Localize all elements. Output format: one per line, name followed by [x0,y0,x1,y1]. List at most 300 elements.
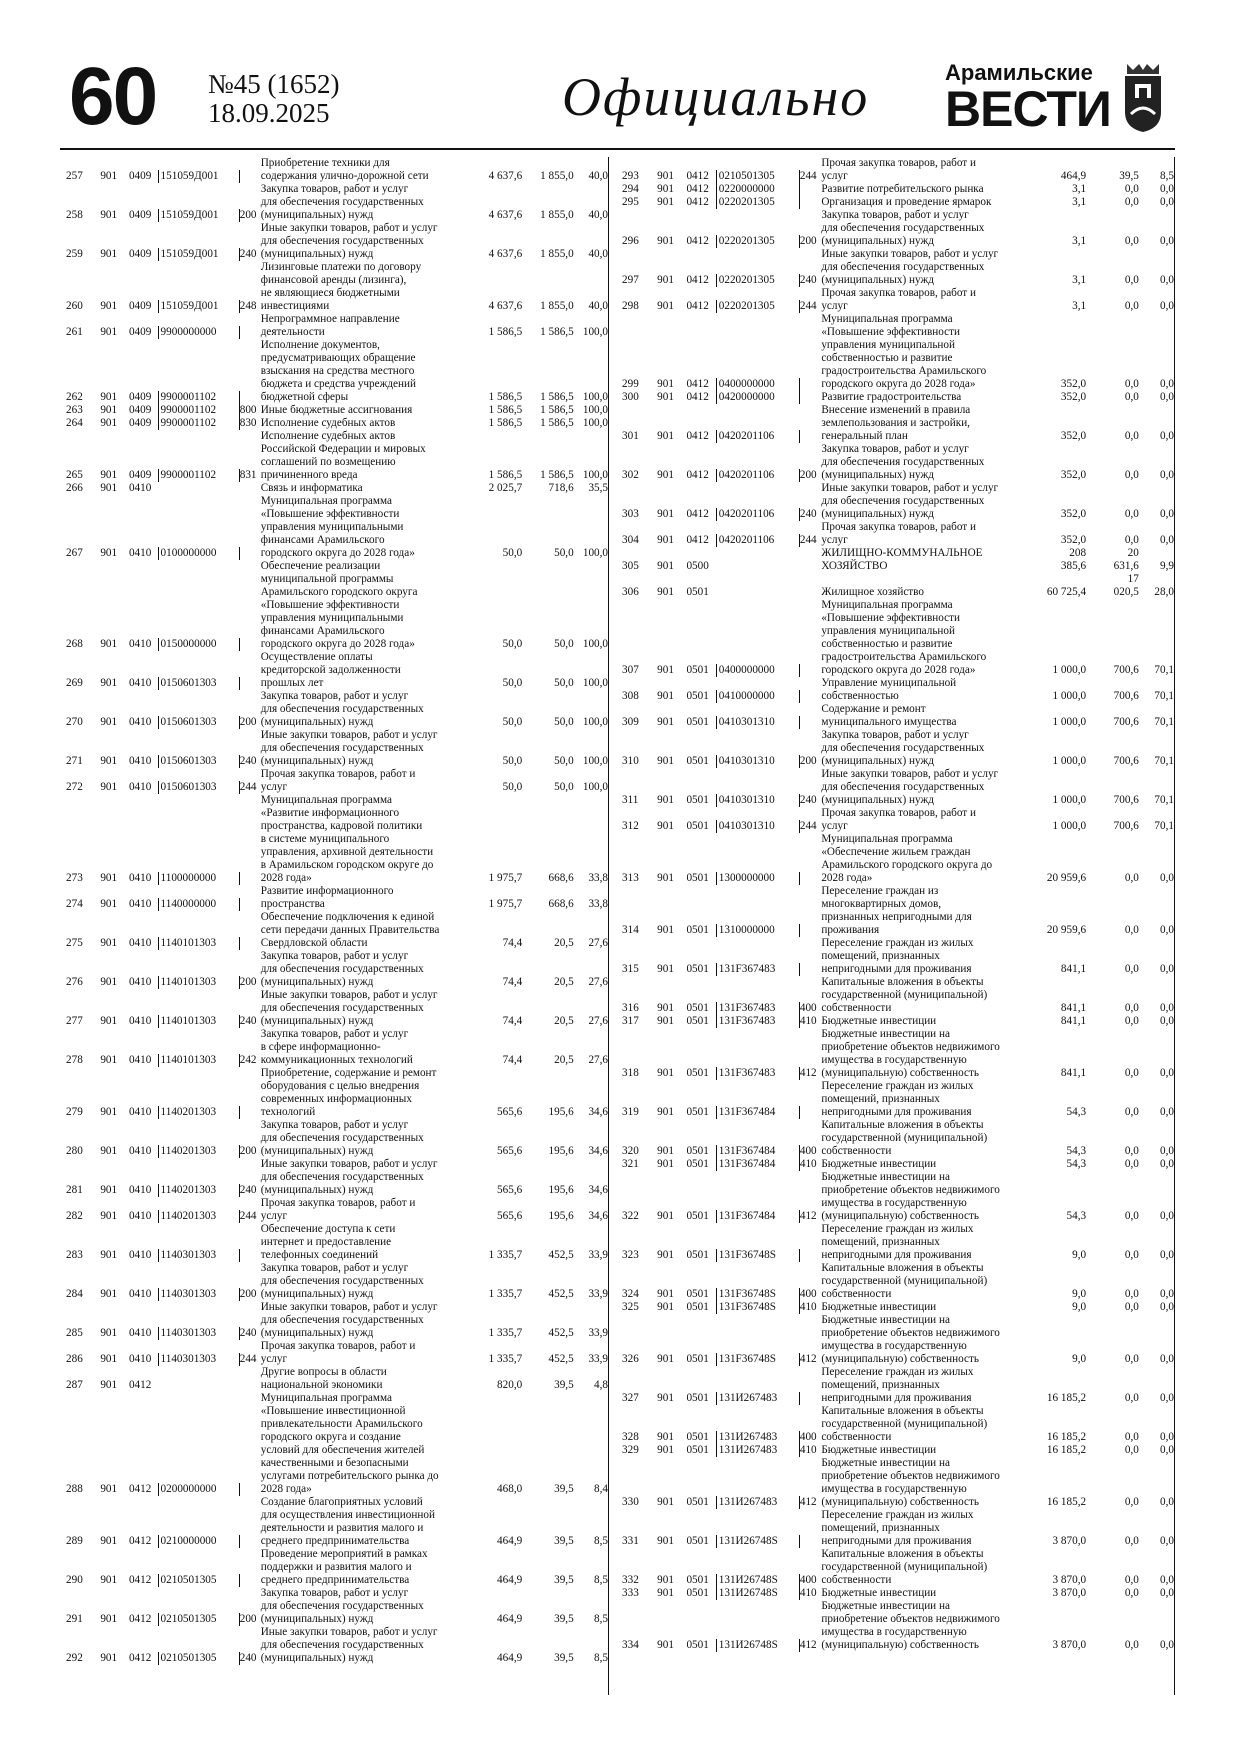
table-row [66,1626,608,1665]
page-number: 60 [69,51,157,142]
section-code: 0501 [686,586,709,598]
target-article: 9900001102 [158,469,240,482]
section-code: 0410 [128,1288,152,1300]
gr-code: 901 [657,1002,674,1014]
actual-value: 1 586,5 [540,469,574,481]
row-number: 299 [622,378,639,390]
plan-value: 9,0 [1072,1301,1087,1313]
gr-code: 901 [657,1067,674,1079]
row-number: 264 [66,417,83,429]
item-name: Иные закупки товаров, работ и услуг для обеспечения государственных (муниципальных) нужд [260,729,438,767]
item-name: Бюджетные инвестиции на приобретение объектов недвижимого имущества в государственную (муниципальную) собственность [821,1028,1000,1079]
table-row [622,729,1174,768]
table-row [622,443,1174,482]
percent-value: 0,0 [1160,1249,1174,1261]
table-row [66,339,608,404]
percent-value: 40,0 [588,170,609,182]
row-number: 307 [622,664,639,676]
plan-value: 74,4 [502,976,523,988]
expense-type: 240 [799,794,817,806]
item-name: Развитие потребительского рынка [821,183,984,195]
gr-code: 901 [657,1587,674,1599]
actual-value: 0,0 [1124,1535,1139,1547]
gr-code: 901 [657,1496,674,1508]
plan-value: 20 959,6 [1046,924,1087,936]
target-article: 1140101303 [158,937,240,950]
percent-value: 0,0 [1160,1444,1174,1456]
expense-type: 200 [239,1613,257,1625]
row-number: 310 [622,755,639,767]
plan-value: 1 975,7 [488,872,523,884]
row-number: 325 [622,1301,639,1313]
gr-code: 901 [657,391,674,403]
plan-value: 1 000,0 [1052,716,1087,728]
item-name: Переселение граждан из жилых помещений, признанных непригодными для проживания [821,937,974,975]
table-row [622,1028,1174,1080]
gr-code: 901 [657,1288,674,1300]
expense-type: 410 [799,1587,817,1599]
item-name: Переселение граждан из многоквартирных домов, признанных непригодными для проживания [821,885,972,936]
table-row [622,937,1174,976]
row-number: 318 [622,1067,639,1079]
section-code: 0410 [128,781,152,793]
row-number: 293 [622,170,639,182]
item-name: Исполнение судебных актов [260,417,396,429]
actual-value: 50,0 [554,755,574,767]
section-code: 0409 [128,326,152,338]
expense-type: 400 [799,1145,817,1157]
target-article: 1310000000 [716,924,800,937]
gr-code: 901 [657,1444,674,1456]
target-article: 0420000000 [716,391,800,404]
gr-code: 901 [657,1249,674,1261]
newspaper-logo [945,62,1175,142]
row-number: 261 [66,326,83,338]
gr-code: 901 [100,755,118,767]
expense-type: 400 [799,1288,817,1300]
section-code: 0409 [128,248,152,260]
expense-type: 240 [799,274,817,286]
section-code: 0501 [686,1301,709,1313]
gr-code: 901 [657,716,674,728]
plan-value: 1 335,7 [488,1327,523,1339]
section-code: 0501 [686,1431,709,1443]
percent-value: 9,9 [1160,560,1174,572]
section-code: 0410 [128,1106,152,1118]
target-article: 1140301303 [158,1327,240,1340]
row-number: 309 [622,716,639,728]
plan-value: 1 335,7 [488,1249,523,1261]
section-code: 0501 [686,1002,709,1014]
gr-code: 901 [100,1327,118,1339]
target-article: 131F367484 [716,1106,800,1119]
row-number: 290 [66,1574,83,1586]
expense-type: 240 [799,508,817,520]
gr-code: 901 [100,1249,118,1261]
plan-value: 464,9 [497,1613,523,1625]
target-article: 131И267483 [716,1392,800,1405]
item-name: Содержание и ремонт муниципального имущества [821,703,957,728]
plan-value: 352,0 [1060,534,1087,546]
table-row [622,833,1174,885]
target-article: 0150601303 [158,781,240,794]
row-number: 332 [622,1574,639,1586]
section-code: 0410 [128,898,152,910]
gr-code: 901 [100,1574,118,1586]
plan-value: 1 335,7 [488,1353,523,1365]
plan-value: 565,6 [497,1106,523,1118]
target-article: 1140000000 [158,898,240,911]
plan-value: 1 586,5 [488,469,523,481]
gr-code: 901 [100,300,118,312]
section-code: 0410 [128,1353,152,1365]
row-number: 294 [622,183,639,195]
plan-value: 1 000,0 [1052,690,1087,702]
gr-code: 901 [657,872,674,884]
plan-value: 841,1 [1060,963,1087,975]
percent-value: 33,8 [588,872,609,884]
target-article: 0210501305 [158,1574,240,1587]
table-row [66,651,608,690]
table-row [66,690,608,729]
percent-value: 8,5 [594,1613,609,1625]
table-row [622,1223,1174,1262]
target-article: 131F36748S [716,1249,800,1262]
percent-value: 33,9 [588,1249,609,1261]
actual-value: 1 855,0 [540,300,574,312]
row-number: 331 [622,1535,639,1547]
item-name: Капитальные вложения в объекты государственной (муниципальной) собственности [821,1405,988,1443]
section-code: 0501 [686,963,709,975]
percent-value: 100,0 [582,326,609,338]
table-row [66,1301,608,1340]
section-code: 0412 [128,1613,152,1625]
item-name: Переселение граждан из жилых помещений, признанных непригодными для проживания [821,1366,974,1404]
item-name: Прочая закупка товаров, работ и услуг [260,1340,416,1365]
row-number: 277 [66,1015,83,1027]
table-row [66,1028,608,1067]
table-row [622,482,1174,521]
percent-value: 0,0 [1160,1210,1174,1222]
table-row [622,404,1174,443]
row-number: 270 [66,716,83,728]
item-name: Проведение мероприятий в рамках поддержки и развития малого и среднего предпринимательства [260,1548,428,1586]
expense-type: 400 [799,1002,817,1014]
item-name: Развитие информационного пространства [260,885,394,910]
expense-type: 240 [239,1327,257,1339]
section-code: 0409 [128,417,152,429]
table-row [66,1366,608,1392]
table-row [66,1067,608,1119]
expense-type: 412 [799,1067,817,1079]
target-article: 131И26748S [716,1574,800,1587]
plan-value: 3,1 [1072,196,1087,208]
gr-code: 901 [100,1288,118,1300]
section-code: 0412 [128,1574,152,1586]
plan-value: 208 385,6 [1060,547,1087,572]
table-row [66,222,608,261]
plan-value: 54,3 [1066,1158,1087,1170]
actual-value: 0,0 [1124,1249,1139,1261]
section-code: 0409 [128,404,152,416]
actual-value: 39,5 [554,1483,574,1495]
expense-type: 200 [799,469,817,481]
plan-value: 16 185,2 [1046,1496,1087,1508]
gr-code: 901 [100,391,118,403]
percent-value: 27,6 [588,976,609,988]
actual-value: 39,5 [554,1652,574,1664]
table-row [622,521,1174,547]
plan-value: 50,0 [502,638,523,650]
percent-value: 0,0 [1160,872,1174,884]
percent-value: 8,4 [594,1483,609,1495]
gr-code: 901 [657,300,674,312]
percent-value: 27,6 [588,1015,609,1027]
table-row [66,911,608,950]
table-row [66,1392,608,1496]
gr-code: 901 [657,1015,674,1027]
plan-value: 1 000,0 [1052,794,1087,806]
gr-code: 901 [100,1379,118,1391]
plan-value: 50,0 [502,677,523,689]
expense-type: 410 [799,1015,817,1027]
expense-type: 240 [239,1015,257,1027]
section-code: 0410 [128,1054,152,1066]
actual-value: 195,6 [548,1106,574,1118]
section-code: 0412 [686,391,709,403]
target-article: 0150000000 [158,638,240,651]
actual-value: 700,6 [1113,716,1139,728]
actual-value: 39,5 [1119,170,1139,182]
table-row [66,157,608,183]
plan-value: 9,0 [1072,1288,1087,1300]
expense-type: 240 [239,755,257,767]
gr-code: 901 [657,378,674,390]
item-name: Жилищное хозяйство [821,586,924,598]
actual-value: 452,5 [548,1327,574,1339]
section-code: 0410 [128,1327,152,1339]
section-code: 0501 [686,872,709,884]
expense-type: 200 [799,755,817,767]
item-name: ЖИЛИЩНО-КОММУНАЛЬНОЕ ХОЗЯЙСТВО [821,547,983,572]
actual-value: 0,0 [1124,1392,1139,1404]
gr-code: 901 [657,274,674,286]
target-article: 0400000000 [716,378,800,391]
gr-code: 901 [657,1639,674,1651]
item-name: Лизинговые платежи по договору финансовой аренды (лизинга), не являющиеся бюджетными инвестициями [260,261,422,312]
plan-value: 3,1 [1072,183,1087,195]
actual-value: 0,0 [1124,1002,1139,1014]
percent-value: 33,9 [588,1327,609,1339]
row-number: 312 [622,820,639,832]
plan-value: 74,4 [502,937,523,949]
gr-code: 901 [657,469,674,481]
actual-value: 20,5 [554,937,574,949]
item-name: Иные закупки товаров, работ и услуг для обеспечения государственных (муниципальных) нужд [260,1301,438,1339]
gr-code: 901 [100,482,118,494]
section-code: 0412 [686,469,709,481]
percent-value: 34,6 [588,1184,609,1196]
expense-type: 200 [799,235,817,247]
table-row [622,248,1174,287]
target-article: 1140101303 [158,976,240,989]
row-number: 298 [622,300,639,312]
percent-value: 0,0 [1160,1431,1174,1443]
percent-value: 27,6 [588,1054,609,1066]
table-row [66,989,608,1028]
percent-value: 8,5 [594,1535,609,1547]
section-code: 0410 [128,1249,152,1261]
target-article: 131И26748S [716,1639,800,1652]
row-number: 324 [622,1288,639,1300]
row-number: 269 [66,677,83,689]
plan-value: 4 637,6 [488,248,523,260]
item-name: Муниципальная программа «Повышение инвестиционной привлекательности Арамильского городского округа и создание условий для обеспечения жителей качественными и безопасными услугами потребительского рынка до 2028 года» [260,1392,439,1495]
percent-value: 70,1 [1154,690,1174,702]
section-code: 0501 [686,924,709,936]
percent-value: 40,0 [588,209,609,221]
row-number: 322 [622,1210,639,1222]
gr-code: 901 [100,1483,118,1495]
table-row [622,1158,1174,1171]
actual-value: 718,6 [548,482,574,494]
section-code: 0500 [686,560,709,572]
expense-type: 200 [239,209,257,221]
percent-value: 70,1 [1154,664,1174,676]
table-row [622,157,1174,183]
row-number: 328 [622,1431,639,1443]
row-number: 333 [622,1587,639,1599]
section-code: 0410 [128,1210,152,1222]
percent-value: 33,8 [588,898,609,910]
section-code: 0501 [686,1106,709,1118]
table-row [66,1119,608,1158]
target-article: 1140301303 [158,1249,240,1262]
actual-value: 0,0 [1124,1145,1139,1157]
plan-value: 74,4 [502,1015,523,1027]
actual-value: 20 631,6 [1113,547,1139,572]
table-row [66,950,608,989]
gr-code: 901 [657,508,674,520]
item-name: Бюджетные инвестиции [821,1587,937,1599]
plan-value: 9,0 [1072,1353,1087,1365]
actual-value: 50,0 [554,677,574,689]
target-article: 0220000000 [716,183,800,196]
section-code: 0410 [128,677,152,689]
actual-value: 0,0 [1124,1574,1139,1586]
actual-value: 195,6 [548,1184,574,1196]
target-article: 0420201106 [716,469,800,482]
row-number: 327 [622,1392,639,1404]
table-row [66,768,608,794]
section-code: 0410 [128,1184,152,1196]
expense-type: 244 [239,781,257,793]
actual-value: 0,0 [1124,1301,1139,1313]
section-code: 0501 [686,1496,709,1508]
target-article: 0410301310 [716,794,800,807]
table-row [622,768,1174,807]
actual-value: 0,0 [1124,183,1139,195]
row-number: 303 [622,508,639,520]
item-name: Закупка товаров, работ и услуг для обеспечения государственных (муниципальных) нужд [260,950,424,988]
row-number: 263 [66,404,83,416]
table-row [622,677,1174,703]
item-name: Внесение изменений в правила землепользования и застройки, генеральный план [821,404,971,442]
item-name: Муниципальная программа «Повышение эффективности управления муниципальной собственностью и развитие градостроительства Арамильского городского округа до 2028 года» [821,313,987,390]
percent-value: 27,6 [588,937,609,949]
actual-value: 0,0 [1124,963,1139,975]
item-name: Муниципальная программа «Обеспечение жильем граждан Арамильского городского округа до 2028 года» [821,833,993,884]
percent-value: 8,5 [594,1652,609,1664]
table-row [622,1171,1174,1223]
gr-code: 901 [657,586,674,598]
table-row [66,313,608,339]
target-article: 0410301310 [716,716,800,729]
target-article: 131F36748S [716,1301,800,1314]
plan-value: 841,1 [1060,1015,1087,1027]
gr-code: 901 [100,638,118,650]
table-row [622,1509,1174,1548]
item-name: Муниципальная программа «Развитие информационного пространства, кадровой политики в системе муниципального управления, архивной деятельности в Арамильском городском округе до 2028 года» [260,794,434,884]
row-number: 295 [622,196,639,208]
item-name: Муниципальная программа «Повышение эффективности управления муниципальной собственностью и развитие градостроительства Арамильского городского округа до 2028 года» [821,599,987,676]
gr-code: 901 [657,924,674,936]
table-row [66,417,608,430]
row-number: 297 [622,274,639,286]
section-code: 0412 [686,378,709,390]
section-code: 0501 [686,1574,709,1586]
gr-code: 901 [657,963,674,975]
target-article: 1140201303 [158,1106,240,1119]
table-row [66,1340,608,1366]
percent-value: 100,0 [582,417,609,429]
target-article: 1140301303 [158,1288,240,1301]
actual-value: 700,6 [1113,794,1139,806]
item-name: Бюджетные инвестиции [821,1015,937,1027]
percent-value: 0,0 [1160,430,1174,442]
gr-code: 901 [100,976,118,988]
row-number: 292 [66,1652,83,1664]
expense-type: 240 [239,1652,257,1664]
row-number: 286 [66,1353,83,1365]
target-article: 131И26748S [716,1535,800,1548]
target-article: 0220201305 [716,274,800,287]
table-row [66,1158,608,1197]
row-number: 317 [622,1015,639,1027]
plan-value: 1 586,5 [488,326,523,338]
plan-value: 2 025,7 [488,482,523,494]
item-name: Непрограммное направление деятельности [260,313,400,338]
target-article: 131F367484 [716,1210,800,1223]
plan-value: 3 870,0 [1052,1587,1087,1599]
percent-value: 8,5 [1160,170,1174,182]
row-number: 280 [66,1145,83,1157]
target-article: 0220201305 [716,196,800,209]
percent-value: 0,0 [1160,1535,1174,1547]
percent-value: 100,0 [582,547,609,559]
plan-value: 464,9 [497,1652,523,1664]
actual-value: 0,0 [1124,274,1139,286]
row-number: 282 [66,1210,83,1222]
item-name: Обеспечение подключения к единой сети передачи данных Правительства Свердловской области [260,911,440,949]
gr-code: 901 [100,1184,118,1196]
plan-value: 9,0 [1072,1249,1087,1261]
gr-code: 901 [100,1652,118,1664]
actual-value: 668,6 [548,872,574,884]
row-number: 284 [66,1288,83,1300]
row-number: 315 [622,963,639,975]
target-article: 1140201303 [158,1184,240,1197]
